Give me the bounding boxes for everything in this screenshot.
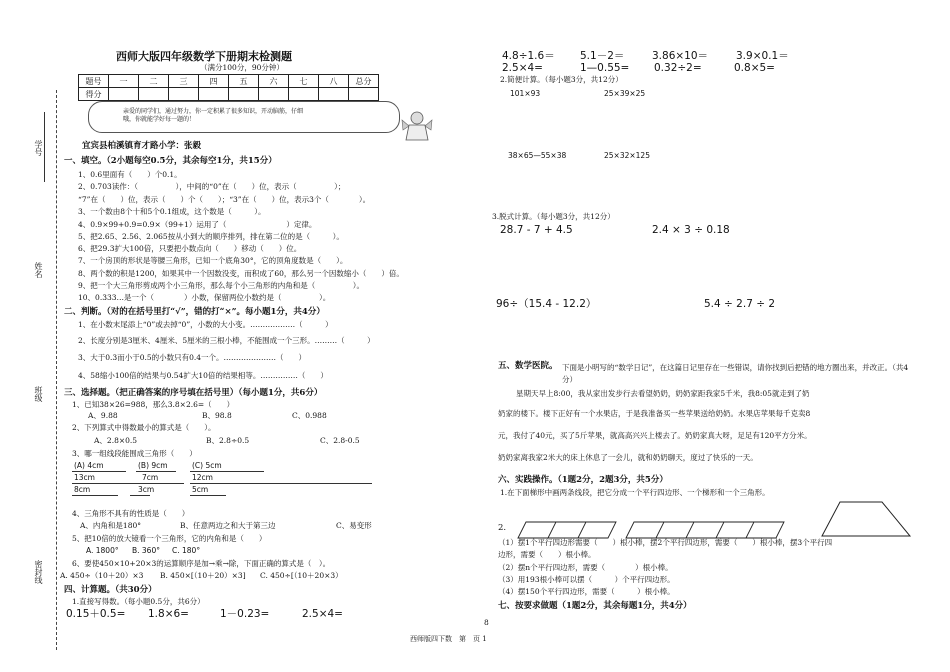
sec4-sub2: 2.简便计算。（每小题3分，共12分） — [500, 75, 623, 84]
sec3-q5: 5、把10倍的放大镜看一个三角形，它的内角和是（ ） — [72, 534, 267, 543]
option: A、2.8×0.5 — [94, 436, 138, 445]
sec2-item: 1、在小数末尾添上“0”或去掉“0”，小数的大小变。………………（ ） — [78, 320, 333, 329]
sec6-heading: 六、实践操作。（1题2分，2题3分，共5分） — [498, 475, 668, 485]
footer-label: 西师版四下数 第 页 1 — [410, 635, 487, 643]
calc-item: 1.8×6= — [148, 608, 189, 620]
page-title: 西师大版四年级数学下册期末检测题 — [116, 50, 292, 63]
sec6-q2-line: （1）摆1个平行四边形需要（ ）根小棒，摆2个平行四边形，需要（ ）根小棒，摆3个平行四 — [498, 538, 833, 547]
sec1-heading: 一、填空。（2小题每空0.5分，其余每空1分，共15分） — [64, 156, 277, 166]
sec1-item: 9、把一个大三角形剪成两个小三角形，那么每个小三角形的内角和是（ ）。 — [78, 281, 365, 290]
sec3-q1: 1、已知38×26=988，那么3.8×2.6=（ ） — [72, 400, 235, 409]
grid-cell: 3cm — [138, 485, 155, 494]
option: B. 360° — [132, 546, 160, 555]
sec1-item: 7、一个房顶的形状是等腰三角形，已知一个底角30°，它的顶角度数是（ ）。 — [78, 256, 348, 265]
sec4-sub1: 1.直接写得数。（每小题0.5分，共6分） — [72, 597, 205, 606]
diary-line: 星期天早上8:00，我从家出发步行去看望奶奶，奶奶家距我家5千米，我8:05就走到了奶 — [516, 389, 810, 398]
sec1-item: 1、0.6里面有（ ）个0.1。 — [78, 170, 182, 179]
sec3-heading: 三、选择题。（把正确答案的序号填在括号里）（每小题1分，共6分） — [64, 388, 323, 398]
grid-cell: 7cm — [142, 473, 159, 482]
grid-cell: (B) 9cm — [138, 461, 168, 470]
sec3-q2: 2、下列算式中得数最小的算式是（ ）。 — [72, 423, 216, 432]
grid-cell: 5cm — [192, 485, 209, 494]
calc-item: 28.7 - 7 + 4.5 — [500, 224, 573, 236]
calc-item: 2.5×4= — [502, 62, 543, 74]
seal-line-label: 密封线 — [34, 560, 43, 584]
calc-item: 3.9×0.1＝ — [736, 50, 789, 62]
segment-line — [130, 495, 150, 496]
calc-item: 25×39×25 — [604, 89, 646, 98]
calc-item: 5.1－2＝ — [580, 50, 625, 62]
sec3-q4: 4、三角形不具有的性质是（ ） — [72, 509, 190, 518]
calc-item: 1—0.55= — [580, 62, 630, 74]
grid-cell: 12cm — [192, 473, 213, 482]
sec6-q2-line: （4）摆150个平行四边形，需要（ ）根小棒。 — [498, 587, 675, 596]
segment-line — [72, 483, 184, 484]
segment-line — [190, 483, 372, 484]
sec2-item: 2、长度分别是3厘米、4厘米、5厘米的三根小棒，不能围成一个三形。………（ ） — [78, 336, 375, 345]
sec4-heading: 四、计算题。（共30分） — [64, 585, 157, 595]
option: A. 450÷（10＋20）×3 — [60, 571, 144, 580]
trapezoid-figure — [818, 498, 916, 540]
grid-cell: 8cm — [74, 485, 91, 494]
sec2-item: 4、58缩小100倍的结果与0.54扩大10倍的结果相等。……………（ ） — [78, 371, 328, 380]
option: B、2.8÷0.5 — [206, 436, 250, 445]
calc-item: 2.4 × 3 ÷ 0.18 — [652, 224, 730, 236]
option: C、易变形 — [336, 521, 372, 530]
page-number: 8 — [484, 618, 489, 627]
segment-line — [190, 495, 226, 496]
segment-line — [72, 471, 126, 472]
sec6-q1: 1.在下面梯形中画两条线段，把它分成一个平行四边形、一个梯形和一个三角形。 — [500, 488, 770, 497]
xingming-label: 姓名 — [34, 262, 43, 278]
sec6-q2-line: （2）摆n个平行四边形，需要（ ）根小棒。 — [498, 563, 673, 572]
calc-item: 2.5×4= — [302, 608, 343, 620]
option: B. 450×[（10＋20）×3] — [160, 571, 246, 580]
grid-cell: (A) 4cm — [74, 461, 104, 470]
calc-item: 3.86×10＝ — [652, 50, 709, 62]
segment-line — [136, 471, 176, 472]
option: A、9.88 — [88, 411, 118, 420]
sec2-item: 3、大于0.3而小于0.5的小数只有0.4一个。…………………（ ） — [78, 353, 307, 362]
calc-item: 1－0.23= — [220, 608, 270, 620]
encourage-bubble — [88, 101, 400, 133]
sec6-q2: 2. — [498, 523, 507, 533]
option: C. 450÷[（10＋20×3） — [260, 571, 343, 580]
calc-item: 0.15＋0.5= — [66, 608, 126, 620]
banji-label: 班级 — [34, 386, 43, 402]
diary-line: 奶奶家离我家2米大的床上休息了一会儿，就和奶奶聊天，度过了快乐的一天。 — [498, 453, 758, 462]
page-subtitle: （满分100分，90分钟） — [200, 63, 284, 72]
xuehao-label: 学号 — [34, 140, 43, 156]
sec1-item: 4、0.9×99+0.9=0.9×（99+1）运用了（ ）定律。 — [78, 220, 317, 229]
option: A. 1800° — [86, 546, 119, 555]
diary-line: 元，我付了40元，买了5斤苹果，就高高兴兴上楼去了。奶奶家真大呀，足足有120平方分米。 — [498, 431, 812, 440]
sec1-item: 5、把2.65、2.56、2.065按从小到大的顺序排列，排在第二位的是（ ）。 — [78, 232, 344, 241]
sec2-heading: 二、判断。（对的在括号里打“√”，错的打“×”。每小题1分，共4分） — [64, 307, 325, 317]
option: B、98.8 — [202, 411, 232, 420]
option: C、0.988 — [292, 411, 327, 420]
author-line: 宜宾县柏溪镇育才路小学：张毅 — [82, 141, 202, 151]
calc-item: 25×32×125 — [604, 151, 650, 160]
calc-item: 4.8÷1.6＝ — [502, 50, 555, 62]
sec7-heading: 七、按要求做题（1题2分，其余每题1分，共4分） — [498, 601, 692, 611]
segment-line — [72, 495, 118, 496]
calc-item: 101×93 — [510, 89, 541, 98]
binding-line — [56, 90, 57, 650]
calc-item: 38×65—55×38 — [508, 151, 567, 160]
diary-line: 奶家的楼下。楼下正好有一个水果店，于是我准备买一些苹果送给奶奶。水果店苹果每千克卖8 — [498, 409, 811, 418]
option: C、2.8-0.5 — [320, 436, 360, 445]
calc-item: 0.32÷2= — [654, 62, 702, 74]
calc-item: 96÷（15.4 - 12.2） — [496, 298, 597, 310]
sec1-item: “7”在（ ）位，表示（ ）个（ ）；“3”在（ ）位，表示3个（ ）。 — [78, 195, 371, 204]
parallelogram-sticks-figure — [508, 520, 804, 540]
sec5-intro: 下面是小明写的“数学日记”，在这篇日记里存在一些错误，请你找到后把错的地方圈出来，并改正。（共4分） — [562, 363, 909, 384]
xuehao-line — [44, 112, 45, 182]
sec1-item: 2、0.703读作：（ ），中间的“0”在（ ）位，表示（ ）； — [78, 182, 346, 191]
option: A、内角和是180° — [80, 521, 141, 530]
sec6-q2-line: 边形，需要（ ）根小棒。 — [498, 550, 596, 559]
sec3-q6: 6、要使450×10+20×3的运算顺序是加→乘→除，下面正确的算式是（ ）。 — [72, 559, 331, 568]
fairy-icon — [400, 108, 434, 142]
grid-cell: 13cm — [74, 473, 95, 482]
sec4-sub3: 3.脱式计算。（每小题3分，共12分） — [492, 212, 615, 221]
sec1-item: 6、把29.3扩大100倍，只要把小数点向（ ）移动（ ）位。 — [78, 244, 302, 253]
sec1-item: 8、两个数的积是1200，如果其中一个因数没变，而积成了60，那么另一个因数缩小（ ）倍。 — [78, 269, 404, 278]
option: C. 180° — [172, 546, 201, 555]
score-table: 题号 一 二 三 四 五 六 七 八 总分 得分 — [78, 74, 379, 101]
calc-item: 0.8×5= — [734, 62, 775, 74]
sec1-item: 10、0.333…是一个（ ）小数，保留两位小数约是（ ）。 — [78, 293, 331, 302]
segment-line — [190, 471, 264, 472]
sec3-q3: 3、哪一组线段能围成三角形（ ） — [72, 449, 197, 458]
calc-item: 5.4 ÷ 2.7 ÷ 2 — [704, 298, 776, 310]
grid-cell: (C) 5cm — [192, 461, 222, 470]
sec5-heading: 五、数学医院。 — [498, 361, 558, 371]
sec1-item: 3、一个数由8个十和5个0.1组成，这个数是（ ）。 — [78, 207, 266, 216]
sec6-q2-line: （3）用193根小棒可以摆（ ）个平行四边形。 — [498, 575, 675, 584]
option: B、任意两边之和大于第三边 — [180, 521, 276, 530]
encourage-text: 亲爱的同学们，通过努力，你一定积累了很多知识，开动脑筋，仔细哦，你就能学好每一题的！ — [123, 108, 304, 123]
